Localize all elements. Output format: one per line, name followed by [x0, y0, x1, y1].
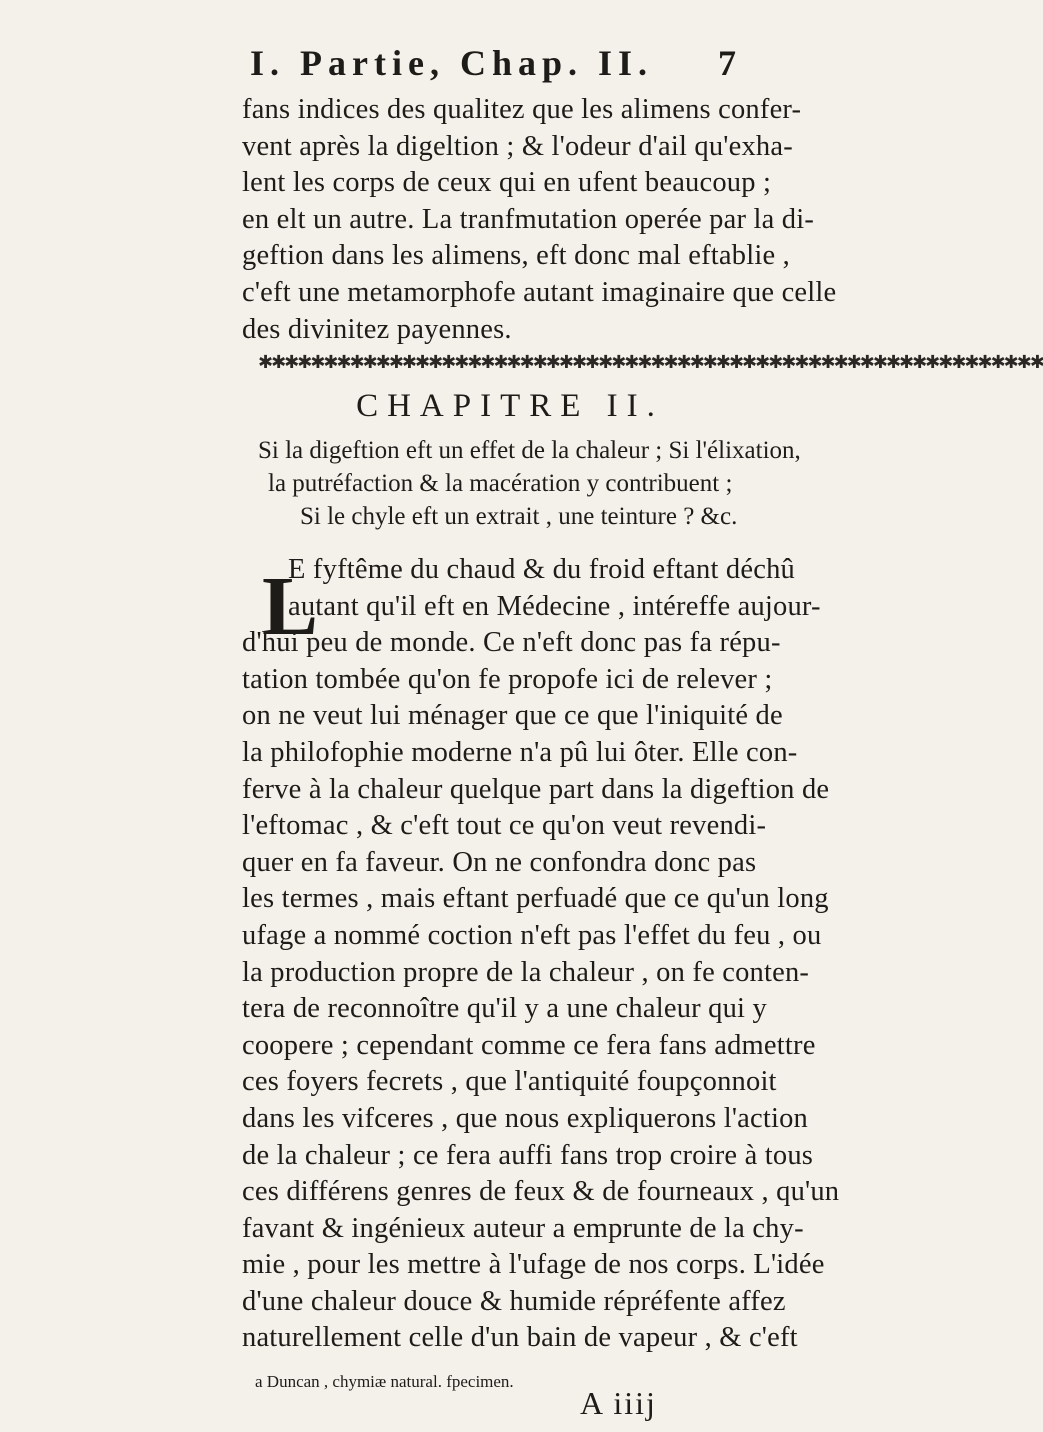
text-line: quer en fa faveur. On ne confondra donc pas	[242, 846, 757, 878]
text-line: en elt un autre. La tranfmutation operée par la di-	[242, 203, 815, 235]
text-line: on ne veut lui ménager que ce que l'iniquité de	[242, 700, 783, 732]
chapter-summary-line: la putréfaction & la macération y contribuent ;	[268, 470, 733, 497]
text-line: les termes , mais eftant perfuadé que ce qu'un long	[242, 883, 829, 915]
text-line: l'eftomac , & c'eft tout ce qu'on veut revendi-	[242, 810, 767, 842]
text-line: ufage a nommé coction n'eft pas l'effet du feu , ou	[242, 919, 822, 951]
text-line: d'hui peu de monde. Ce n'eft donc pas fa répu-	[242, 627, 781, 659]
text-line: c'eft une metamorphofe autant imaginaire que celle	[242, 276, 837, 308]
text-line: lent les corps de ceux qui en ufent beaucoup ;	[242, 167, 772, 199]
text-line: de la chaleur ; ce fera auffi fans trop croire à tous	[242, 1139, 814, 1171]
drop-cap: L	[262, 560, 319, 653]
text-line: E fyftême du chaud & du froid eftant déchû	[288, 554, 795, 585]
page-number: 7	[718, 43, 736, 83]
signature-mark: A iiij	[580, 1385, 657, 1421]
footnote: a Duncan , chymiæ natural. fpecimen.	[255, 1372, 514, 1391]
chapter-summary-line: Si le chyle eft un extrait , une teinture ? &c.	[300, 503, 738, 530]
text-line: naturellement celle d'un bain de vapeur , & c'eft	[242, 1322, 798, 1354]
text-line: fans indices des qualitez que les alimens confer-	[242, 94, 802, 125]
text-line: ferve à la chaleur quelque part dans la digeftion de	[242, 773, 830, 805]
chapter-title: CHAPITRE II.	[356, 388, 664, 424]
top-paragraph	[242, 92, 837, 348]
text-line: coopere ; cependant comme ce fera fans admettre	[242, 1029, 816, 1061]
text-line: la philofophie moderne n'a pû lui ôter. Elle con-	[242, 736, 798, 768]
text-line: la production propre de la chaleur , on fe conten-	[242, 956, 810, 988]
text-line: tera de reconnoître qu'il y a une chaleur qui y	[242, 993, 767, 1025]
text-line: mie , pour les mettre à l'ufage de nos corps. L'idée	[242, 1249, 825, 1281]
text-line: vent après la digeltion ; & l'odeur d'ail qu'exha-	[242, 130, 793, 162]
text-line: d'une chaleur douce & humide répréfente affez	[242, 1285, 786, 1317]
ornament-rule: ✱✱✱✱✱✱✱✱✱✱✱✱✱✱✱✱✱✱✱✱✱✱✱✱✱✱✱✱✱✱✱✱✱✱✱✱✱✱✱✱✱✱✱✱✱✱✱✱✱✱✱✱✱✱✱✱✱✱✱✱	[258, 352, 1043, 373]
text-line: autant qu'il eft en Médecine , intéreffe aujour-	[288, 590, 821, 622]
body-paragraph	[242, 552, 840, 1357]
text-line: tation tombée qu'on fe propofe ici de relever ;	[242, 663, 773, 695]
text-line: des divinitez payennes.	[242, 313, 512, 345]
running-head: I. Partie, Chap. II.	[250, 43, 654, 83]
text-line: favant & ingénieux auteur a emprunte de la chy-	[242, 1212, 804, 1244]
text-line: ces différens genres de feux & de fourneaux , qu'un	[242, 1176, 840, 1208]
chapter-summary-line: Si la digeftion eft un effet de la chaleur ; Si l'élixation,	[258, 437, 801, 464]
text-line: ces foyers fecrets , que l'antiquité foupçonnoit	[242, 1066, 777, 1098]
text-line: dans les vifceres , que nous expliquerons l'action	[242, 1102, 808, 1134]
text-line: geftion dans les alimens, eft donc mal eftablie ,	[242, 240, 790, 272]
